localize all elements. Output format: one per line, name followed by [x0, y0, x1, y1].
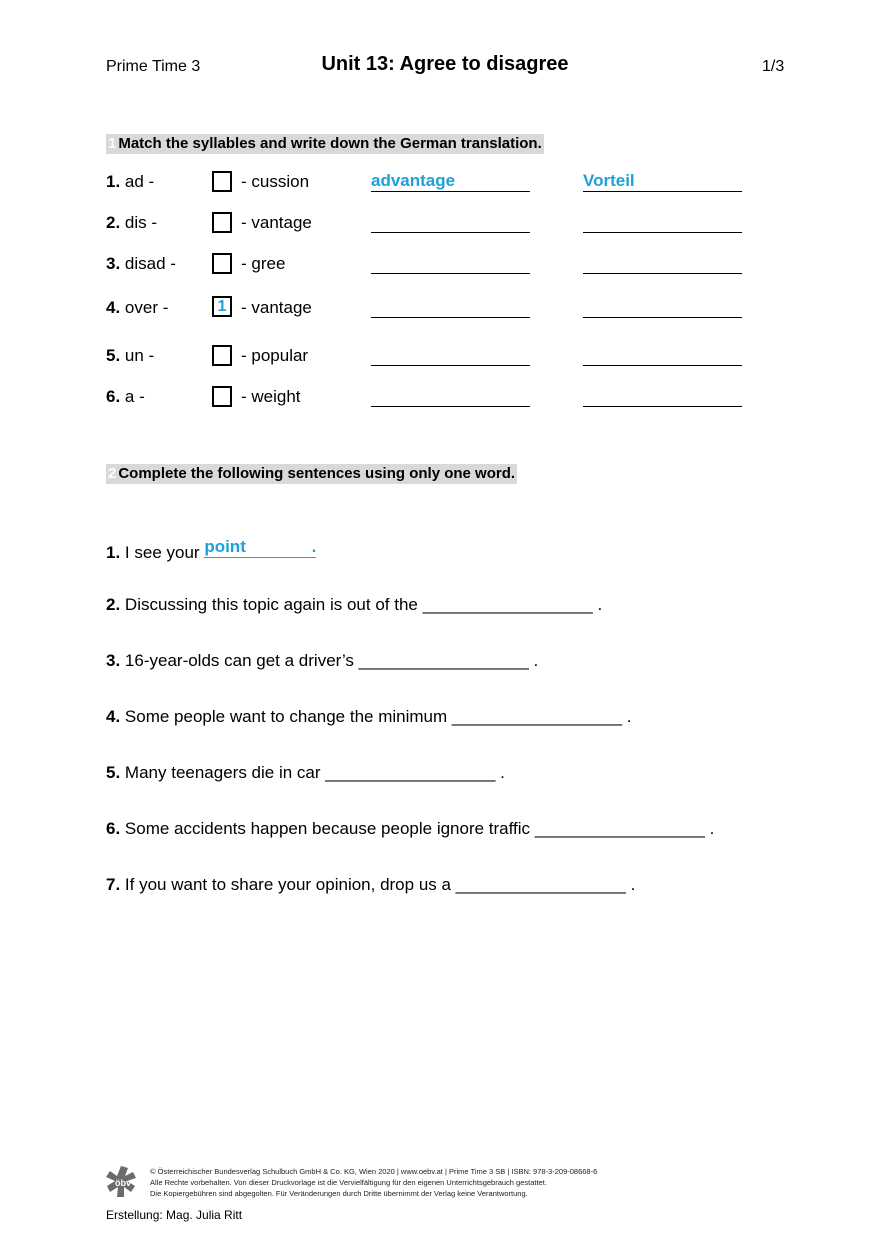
match-row-number: 4. [106, 298, 121, 317]
sentence-3[interactable] [106, 651, 538, 671]
english-word-field-1[interactable] [371, 171, 530, 192]
match-row-number: 3. [106, 254, 121, 273]
match-suffix: - vantage [241, 298, 312, 317]
match-checkbox-5[interactable] [212, 345, 232, 366]
match-row-number: 6. [106, 387, 121, 406]
sentence-7[interactable] [106, 875, 635, 895]
german-word-field-5[interactable] [583, 345, 742, 366]
sentence-number: 7. [106, 875, 121, 894]
english-word-field-4[interactable] [371, 297, 530, 318]
task1-number: 1 [108, 135, 117, 152]
english-word-field-6[interactable] [371, 386, 530, 407]
match-prefix: disad - [124, 254, 176, 273]
task2-instruction: Complete the following sentences using only one word. [118, 465, 516, 482]
copyright-line: Die Kopiergebühren sind abgegolten. Für Veränderungen durch Dritte übernimmt der Verlag keine Verantwortung. [150, 1189, 528, 1198]
sentence-number: 4. [106, 707, 121, 726]
german-word-field-2[interactable] [583, 212, 742, 233]
sentence-6[interactable] [106, 819, 714, 839]
page-number: 1/3 [762, 58, 785, 75]
match-checkbox-1[interactable] [212, 171, 232, 192]
sentence-text: Discussing this topic again is out of the __________________ . [124, 595, 603, 614]
sentence-number: 6. [106, 819, 121, 838]
match-prefix: ad - [124, 172, 155, 191]
german-word-field-3[interactable] [583, 253, 742, 274]
match-prefix: over - [124, 298, 169, 317]
sentence-number: 5. [106, 763, 121, 782]
sentence-2[interactable] [106, 595, 602, 615]
header-course: Prime Time 3 [106, 58, 201, 75]
task2-number: 2 [108, 465, 117, 482]
german-word-field-6[interactable] [583, 386, 742, 407]
sentence-text: Some accidents happen because people ignore traffic __________________ . [124, 819, 715, 838]
match-row-4 [106, 298, 168, 322]
match-checkbox-2[interactable] [212, 212, 232, 233]
match-prefix: a - [124, 387, 145, 406]
match-row-1 [106, 172, 154, 196]
match-prefix: un - [124, 346, 155, 365]
german-word-answer: Vorteil [583, 171, 635, 190]
match-row-number: 5. [106, 346, 121, 365]
sentence-text: 16-year-olds can get a driver’s __________________ . [124, 651, 539, 670]
sentence-4[interactable] [106, 707, 632, 727]
match-prefix: dis - [124, 213, 158, 232]
german-word-field-1[interactable] [583, 171, 742, 192]
match-row-3 [106, 254, 176, 278]
english-word-field-3[interactable] [371, 253, 530, 274]
match-suffix: - cussion [241, 172, 310, 191]
author-credit: Erstellung: Mag. Julia Ritt [106, 1208, 243, 1222]
task1-instruction: Match the syllables and write down the German translation. [118, 135, 542, 152]
logo-text: öbv [114, 1178, 132, 1188]
english-word-answer: advantage [371, 171, 456, 190]
oebv-logo-icon [104, 1164, 142, 1202]
task1-heading [106, 134, 544, 154]
match-checkbox-6[interactable] [212, 386, 232, 407]
match-suffix: - weight [241, 387, 301, 406]
copyright-line: Alle Rechte vorbehalten. Von dieser Druckvorlage ist die Vervielfältigung für den eigenen Unterrichtsgebrauch gestattet. [150, 1178, 547, 1187]
match-checkbox-3[interactable] [212, 253, 232, 274]
match-row-6 [106, 387, 145, 411]
task2-heading [106, 464, 517, 484]
match-suffix: - vantage [241, 213, 312, 232]
sentence-text: If you want to share your opinion, drop us a __________________ . [124, 875, 636, 894]
sentence-answer-field[interactable] [204, 538, 316, 558]
match-row-number: 1. [106, 172, 121, 191]
sentence-answer-period: . [311, 537, 317, 556]
sentence-number: 2. [106, 595, 121, 614]
match-suffix: - gree [241, 254, 286, 273]
sentence-answer: point [204, 537, 246, 556]
english-word-field-2[interactable] [371, 212, 530, 233]
match-row-2 [106, 213, 157, 237]
sentence-text: I see your [124, 543, 200, 562]
copyright-notice [150, 1166, 597, 1199]
match-suffix: - popular [241, 346, 309, 365]
sentence-number: 1. [106, 543, 121, 562]
match-row-5 [106, 346, 154, 370]
copyright-line: © Österreichischer Bundesverlag Schulbuch GmbH & Co. KG, Wien 2020 | www.oebv.at | Prime Time 3 SB | ISBN: 978-3-209-08668-6 [150, 1167, 598, 1176]
english-word-field-5[interactable] [371, 345, 530, 366]
match-row-number: 2. [106, 213, 121, 232]
sentence-1 [106, 538, 316, 563]
sentence-5[interactable] [106, 763, 505, 783]
sentence-text: Some people want to change the minimum __________________ . [124, 707, 632, 726]
sentence-number: 3. [106, 651, 121, 670]
page-title: Unit 13: Agree to disagree [321, 53, 569, 75]
sentence-text: Many teenagers die in car __________________ . [124, 763, 505, 782]
german-word-field-4[interactable] [583, 297, 742, 318]
match-checkbox-4[interactable]: 1 [212, 296, 232, 317]
